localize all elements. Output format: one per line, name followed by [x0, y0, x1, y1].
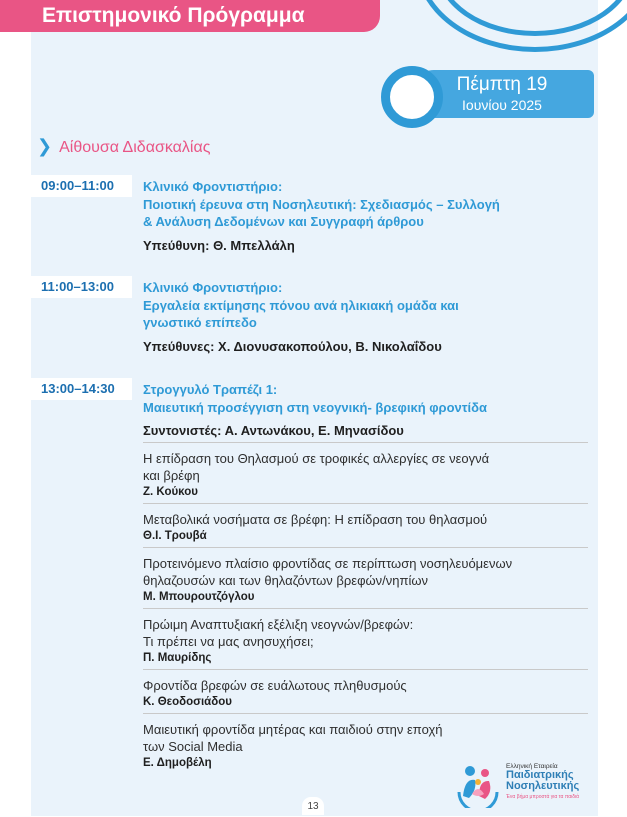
session-title-line: Κλινικό Φροντιστήριο: — [143, 179, 283, 194]
logo-line3: Νοσηλευτικής — [506, 780, 580, 792]
talk-title-line: των Social Media — [143, 739, 243, 754]
session-title-line: γνωστικό επίπεδο — [143, 315, 257, 330]
session-time: 13:00–14:30 — [31, 378, 132, 400]
talk-speaker: Ε. Δημοβέλη — [143, 757, 212, 769]
session-moderators: Συντονιστές: Α. Αντωνάκου, Ε. Μηνασίδου — [143, 423, 404, 438]
talk-title-line: Προτεινόμενο πλαίσιο φροντίδας σε περίπτωση νοσηλευόμενων — [143, 556, 513, 571]
talk-title-line: Μεταβολικά νοσήματα σε βρέφη: Η επίδραση του θηλασμού — [143, 512, 488, 527]
session-responsible: Υπεύθυνες: Χ. Διονυσακοπούλου, Β. Νικολαΐδου — [143, 338, 442, 354]
talk-speaker: Μ. Μπουρουτζόγλου — [143, 591, 255, 603]
divider — [143, 713, 588, 714]
chevron-right-icon: ❯ — [37, 136, 53, 156]
header-tab — [0, 0, 380, 32]
logo-line1: Ελληνική Εταιρεία — [506, 763, 558, 770]
talk-item — [143, 677, 588, 710]
talk-title-line: Τι πρέπει να μας ανησυχήσει; — [143, 634, 314, 649]
talk-item — [143, 616, 588, 666]
society-logo — [455, 757, 605, 813]
talk-item — [143, 450, 588, 500]
session-title-line: & Ανάλυση Δεδομένων και Συγγραφή άρθρου — [143, 214, 424, 229]
session-time: 09:00–11:00 — [31, 175, 132, 197]
session-title-line: Μαιευτική προσέγγιση στη νεογνική- βρεφική φροντίδα — [143, 399, 488, 415]
logo-line2: Παιδιατρικής — [506, 769, 574, 781]
hall-name: Αίθουσα Διδασκαλίας — [59, 139, 211, 156]
session-time: 11:00–13:00 — [31, 276, 132, 298]
divider — [143, 608, 588, 609]
talk-item — [143, 555, 588, 605]
session-title-line: Εργαλεία εκτίμησης πόνου ανά ηλικιακή ομάδα και — [143, 297, 459, 313]
talk-title-line: Μαιευτική φροντίδα μητέρας και παιδιού στην εποχή — [143, 722, 443, 737]
talk-speaker: Κ. Θεοδοσιάδου — [143, 696, 232, 708]
page-title: Επιστημονικό Πρόγραμμα — [42, 4, 305, 27]
talk-speaker: Π. Μαυρίδης — [143, 652, 212, 664]
session-title-line: Κλινικό Φροντιστήριο: — [143, 280, 283, 295]
session-title-line: Ποιοτική έρευνα στη Νοσηλευτική: Σχεδιασμός – Συλλογή — [143, 196, 500, 212]
session-responsible: Υπεύθυνη: Θ. Μπελλάλη — [143, 237, 295, 253]
hall-heading — [37, 136, 210, 157]
talk-title-line: θηλαζουσών και των θηλαζόντων βρεφών/νηπίων — [143, 573, 429, 588]
talk-speaker: Θ.Ι. Τρουβά — [143, 530, 207, 542]
date-month-year: Ιουνίου 2025 — [462, 97, 542, 113]
talk-title-line: Πρώιμη Αναπτυξιακή εξέλιξη νεογνών/βρεφών: — [143, 617, 414, 632]
divider — [143, 442, 588, 443]
family-logo-icon — [455, 762, 501, 808]
ring-decoration — [381, 66, 443, 128]
session-title-line: Στρογγυλό Τραπέζι 1: — [143, 382, 278, 397]
talk-title-line: Η επίδραση του Θηλασμού σε τροφικές αλλεργίες σε νεογνά — [143, 451, 490, 466]
talk-item — [143, 511, 588, 544]
logo-tagline: Ένα βήμα μπροστά για τα παιδιά — [506, 794, 579, 800]
page-number: 13 — [302, 797, 324, 815]
divider — [143, 503, 588, 504]
talk-title-line: και βρέφη — [143, 468, 200, 483]
talk-speaker: Ζ. Κούκου — [143, 486, 198, 498]
divider — [143, 547, 588, 548]
divider — [143, 669, 588, 670]
talk-title-line: Φροντίδα βρεφών σε ευάλωτους πληθυσμούς — [143, 678, 407, 693]
date-day: Πέμπτη 19 — [456, 74, 548, 95]
